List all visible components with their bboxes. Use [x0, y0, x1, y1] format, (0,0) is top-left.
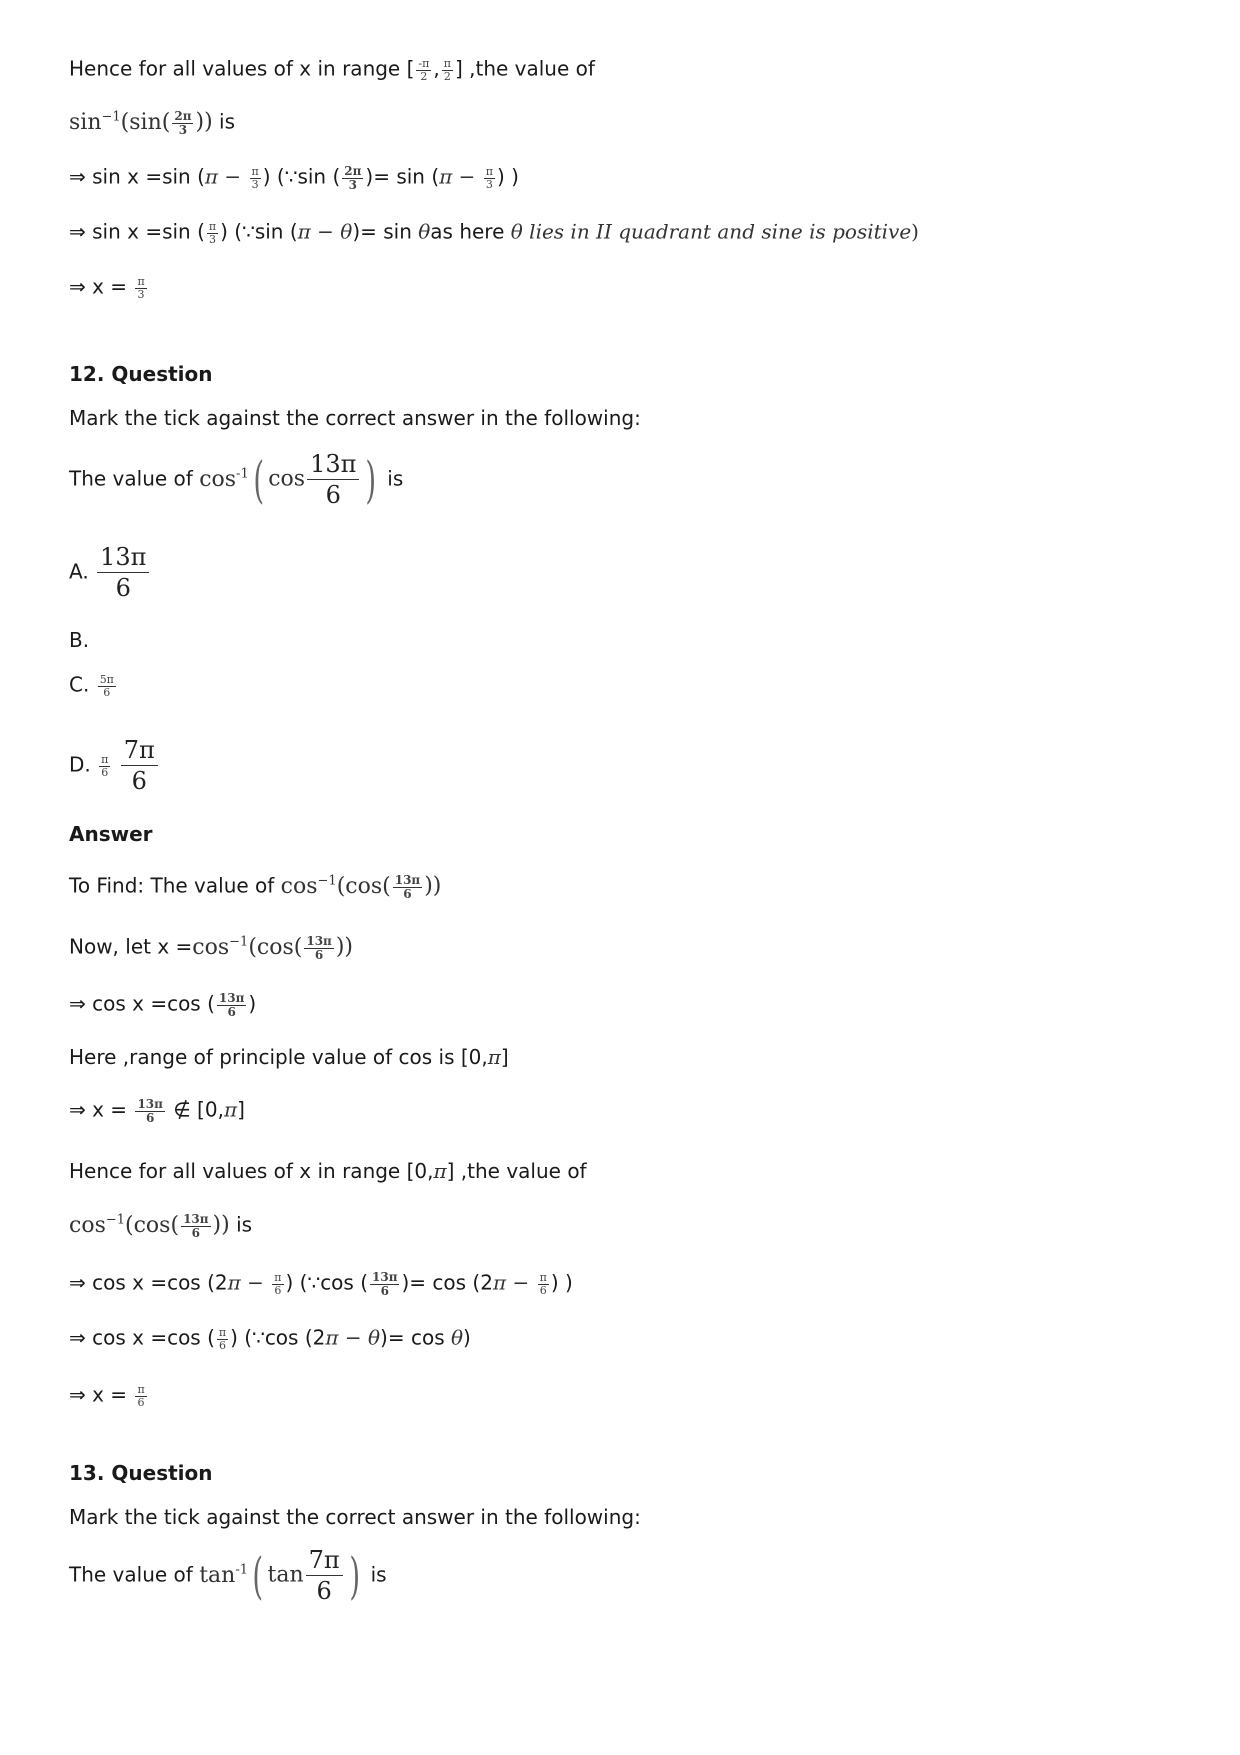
- question-instruction: Mark the tick against the correct answer in the following:: [69, 1505, 641, 1529]
- step-line: ⇒ sin x =sin (π − $\frac{\pi}{3}$ ) (∵sin ( $\frac{2\pi}{3}$ )= sin (π − $\frac{\pi}{3}$ ) ): [69, 164, 519, 192]
- question-instruction: Mark the tick against the correct answer in the following:: [69, 406, 641, 430]
- option-a[interactable]: A. $\frac{13\pi}{6}$: [69, 545, 151, 601]
- expression-line: $\sin^{-1}(\sin$( $\frac{2\pi}{3}$ )) is: [69, 109, 235, 137]
- option-d[interactable]: D. $\frac{\pi}{6}$ $\frac{7\pi}{6}$: [69, 738, 160, 794]
- answer-find: To Find: The value of $\cos^{-1}(\cos$( $\frac{13\pi}{6}$ )): [69, 873, 442, 901]
- answer-hence: Hence for all values of x in range [0,π] ,the value of: [69, 1159, 587, 1183]
- option-b[interactable]: B.: [69, 628, 90, 652]
- answer-range: Here ,range of principle value of cos is [0,π]: [69, 1045, 509, 1069]
- step-result: ⇒ x = $\frac{\pi}{3}$: [69, 274, 145, 301]
- answer-step: ⇒ cos x =cos (2π − $\frac{\pi}{6}$ ) (∵cos ( $\frac{13\pi}{6}$ )= cos (2π − $\frac{\pi}{6}$ ) ): [69, 1270, 573, 1298]
- answer-step: ⇒ cos x =cos ( $\frac{\pi}{6}$ ) (∵cos (2π − θ)= cos θ): [69, 1325, 471, 1352]
- answer-let: Now, let $x =\cos^{-1}(\cos$( $\frac{13\pi}{6}$ )): [69, 934, 353, 962]
- answer-heading: Answer: [69, 822, 153, 846]
- question-statement: The value of $\cos^{-1}$( cos $\frac{13\pi}{6}$ ) is: [69, 450, 404, 510]
- question-statement: The value of $\tan^{-1}$( tan $\frac{7\pi}{6}$ ) is: [69, 1546, 387, 1606]
- answer-expression: $\cos^{-1}(\cos$( $\frac{13\pi}{6}$ )) is: [69, 1212, 253, 1240]
- question-heading: 13. Question: [69, 1461, 213, 1485]
- question-heading: 12. Question: [69, 362, 213, 386]
- answer-result: ⇒ x = $\frac{\pi}{6}$: [69, 1382, 145, 1409]
- range-statement: Hence for all values of x in range [ $\frac{-\pi}{2}$ , $\frac{\pi}{2}$ ] ,the value of: [69, 56, 595, 83]
- answer-step: ⇒ x = $\frac{13\pi}{6}$ ∉ [0,π]: [69, 1097, 245, 1125]
- option-c[interactable]: C. $\frac{5\pi}{6}$: [69, 672, 114, 699]
- step-line: ⇒ sin x =sin ( $\frac{\pi}{3}$ ) (∵sin (π − θ)= sin θas here θ lies in II quadrant and sine is positive): [69, 219, 919, 246]
- answer-step: ⇒ cos x =cos ( $\frac{13\pi}{6}$ ): [69, 991, 257, 1019]
